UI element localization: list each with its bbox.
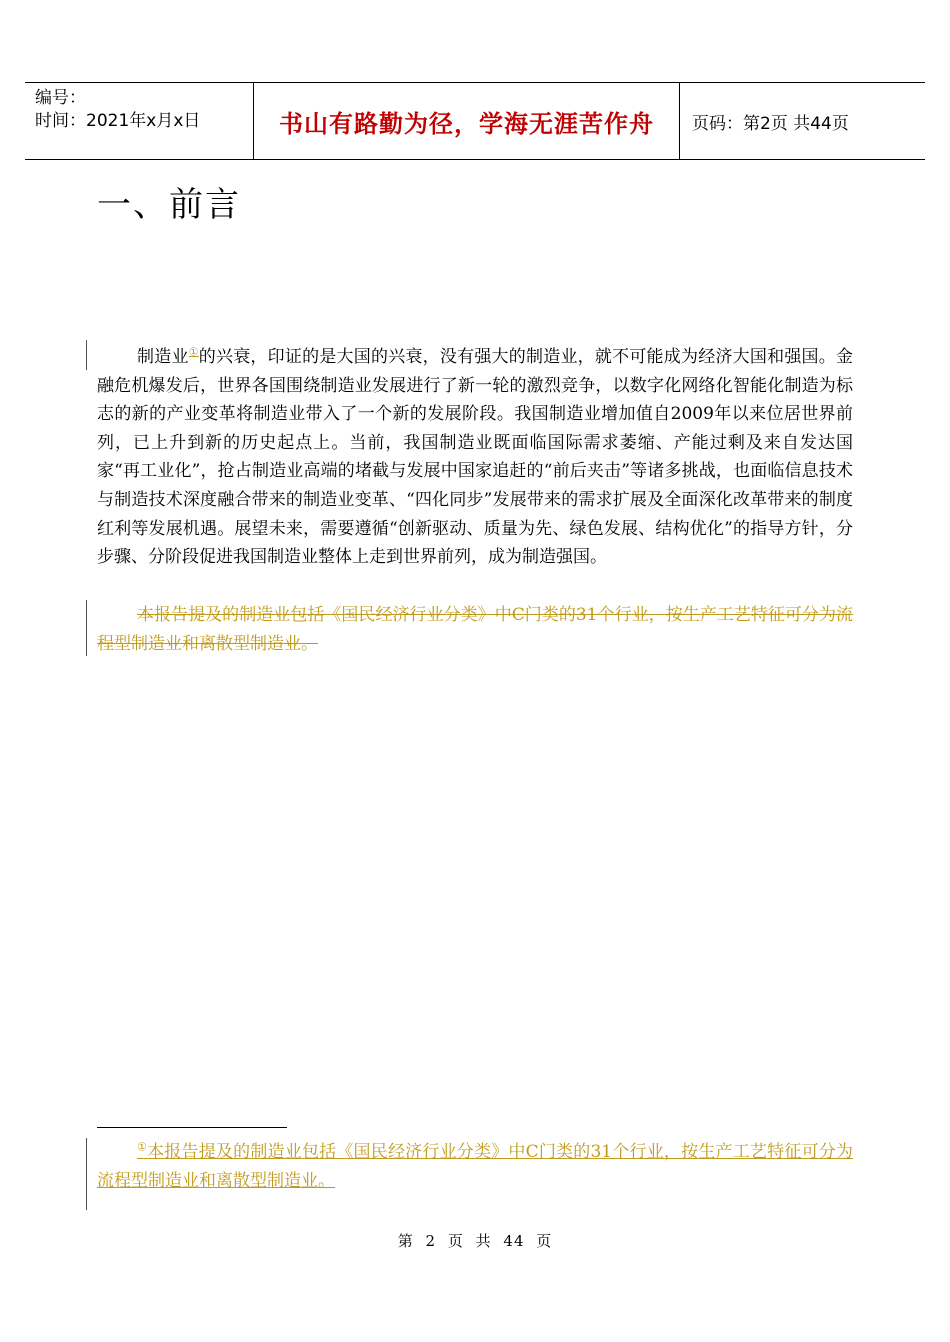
header-page-info: 页码：第2页 共44页 [692,113,849,134]
footer-page-number: 2 [425,1232,437,1250]
paragraph-body: 的兴衰，印证的是大国的兴衰，没有强大的制造业，就不可能成为经济大国和强国。金融危机爆发后，世界各国围绕制造业发展进行了新一轮的激烈竞争，以数字化网络化智能化制造为标志的新的产业变革将制造业带入了一个新的发展阶段。我国制造业增加值自2009年以来位居世界前列，已上升到新的历史起点上。当前，我国制造业既面临国际需求萎缩、产能过剩及来自发达国家“再工业化”，抢占制造业高端的堵截与发展中国家追赶的“前后夹击”等诸多挑战，也面临信息技术与制造技术深度融合带来的制造业变革、“四化同步”发展带来的需求扩展及全面深化改革带来的制度红利等发展机遇。展望未来，需要遵循“创新驱动、质量为先、绿色发展、结构优化”的指导方针，分步骤、分阶段促进我国制造业整体上走到世界前列，成为制造强国。 [97,347,853,568]
footnote-reference[interactable]: ① [188,345,199,359]
change-bar [86,1138,87,1210]
deleted-footnote-text: 本报告提及的制造业包括《国民经济行业分类》中C门类的31个行业，按生产工艺特征可分为流程型制造业和离散型制造业。 [97,605,853,654]
footer-total-pages: 44 [503,1232,525,1250]
footnote-separator [97,1127,287,1128]
change-bar [86,600,87,656]
change-bar [86,340,87,370]
section-heading: 一、前言 [97,185,241,225]
document-header [25,82,925,160]
footer-word: 第 [397,1232,414,1250]
serial-number-label: 编号： [35,88,86,108]
preface-paragraph [97,343,853,572]
footnote-text: 本报告提及的制造业包括《国民经济行业分类》中C门类的31个行业，按生产工艺特征可分为流程型制造业和离散型制造业。 [97,1142,853,1191]
header-meta-cell [25,83,254,159]
footer-word: 共 [475,1232,492,1250]
time-label: 时间：2021年x月x日 [35,111,201,131]
header-motto: 书山有路勤为径，学海无涯苦作舟 [254,83,680,159]
footnote-mark: ① [137,1140,148,1154]
footnote [97,1138,853,1196]
paragraph-lead: 制造业 [137,347,189,367]
footer-word: 页 [447,1232,464,1250]
page-footer [0,1230,950,1251]
footer-word: 页 [536,1232,553,1250]
